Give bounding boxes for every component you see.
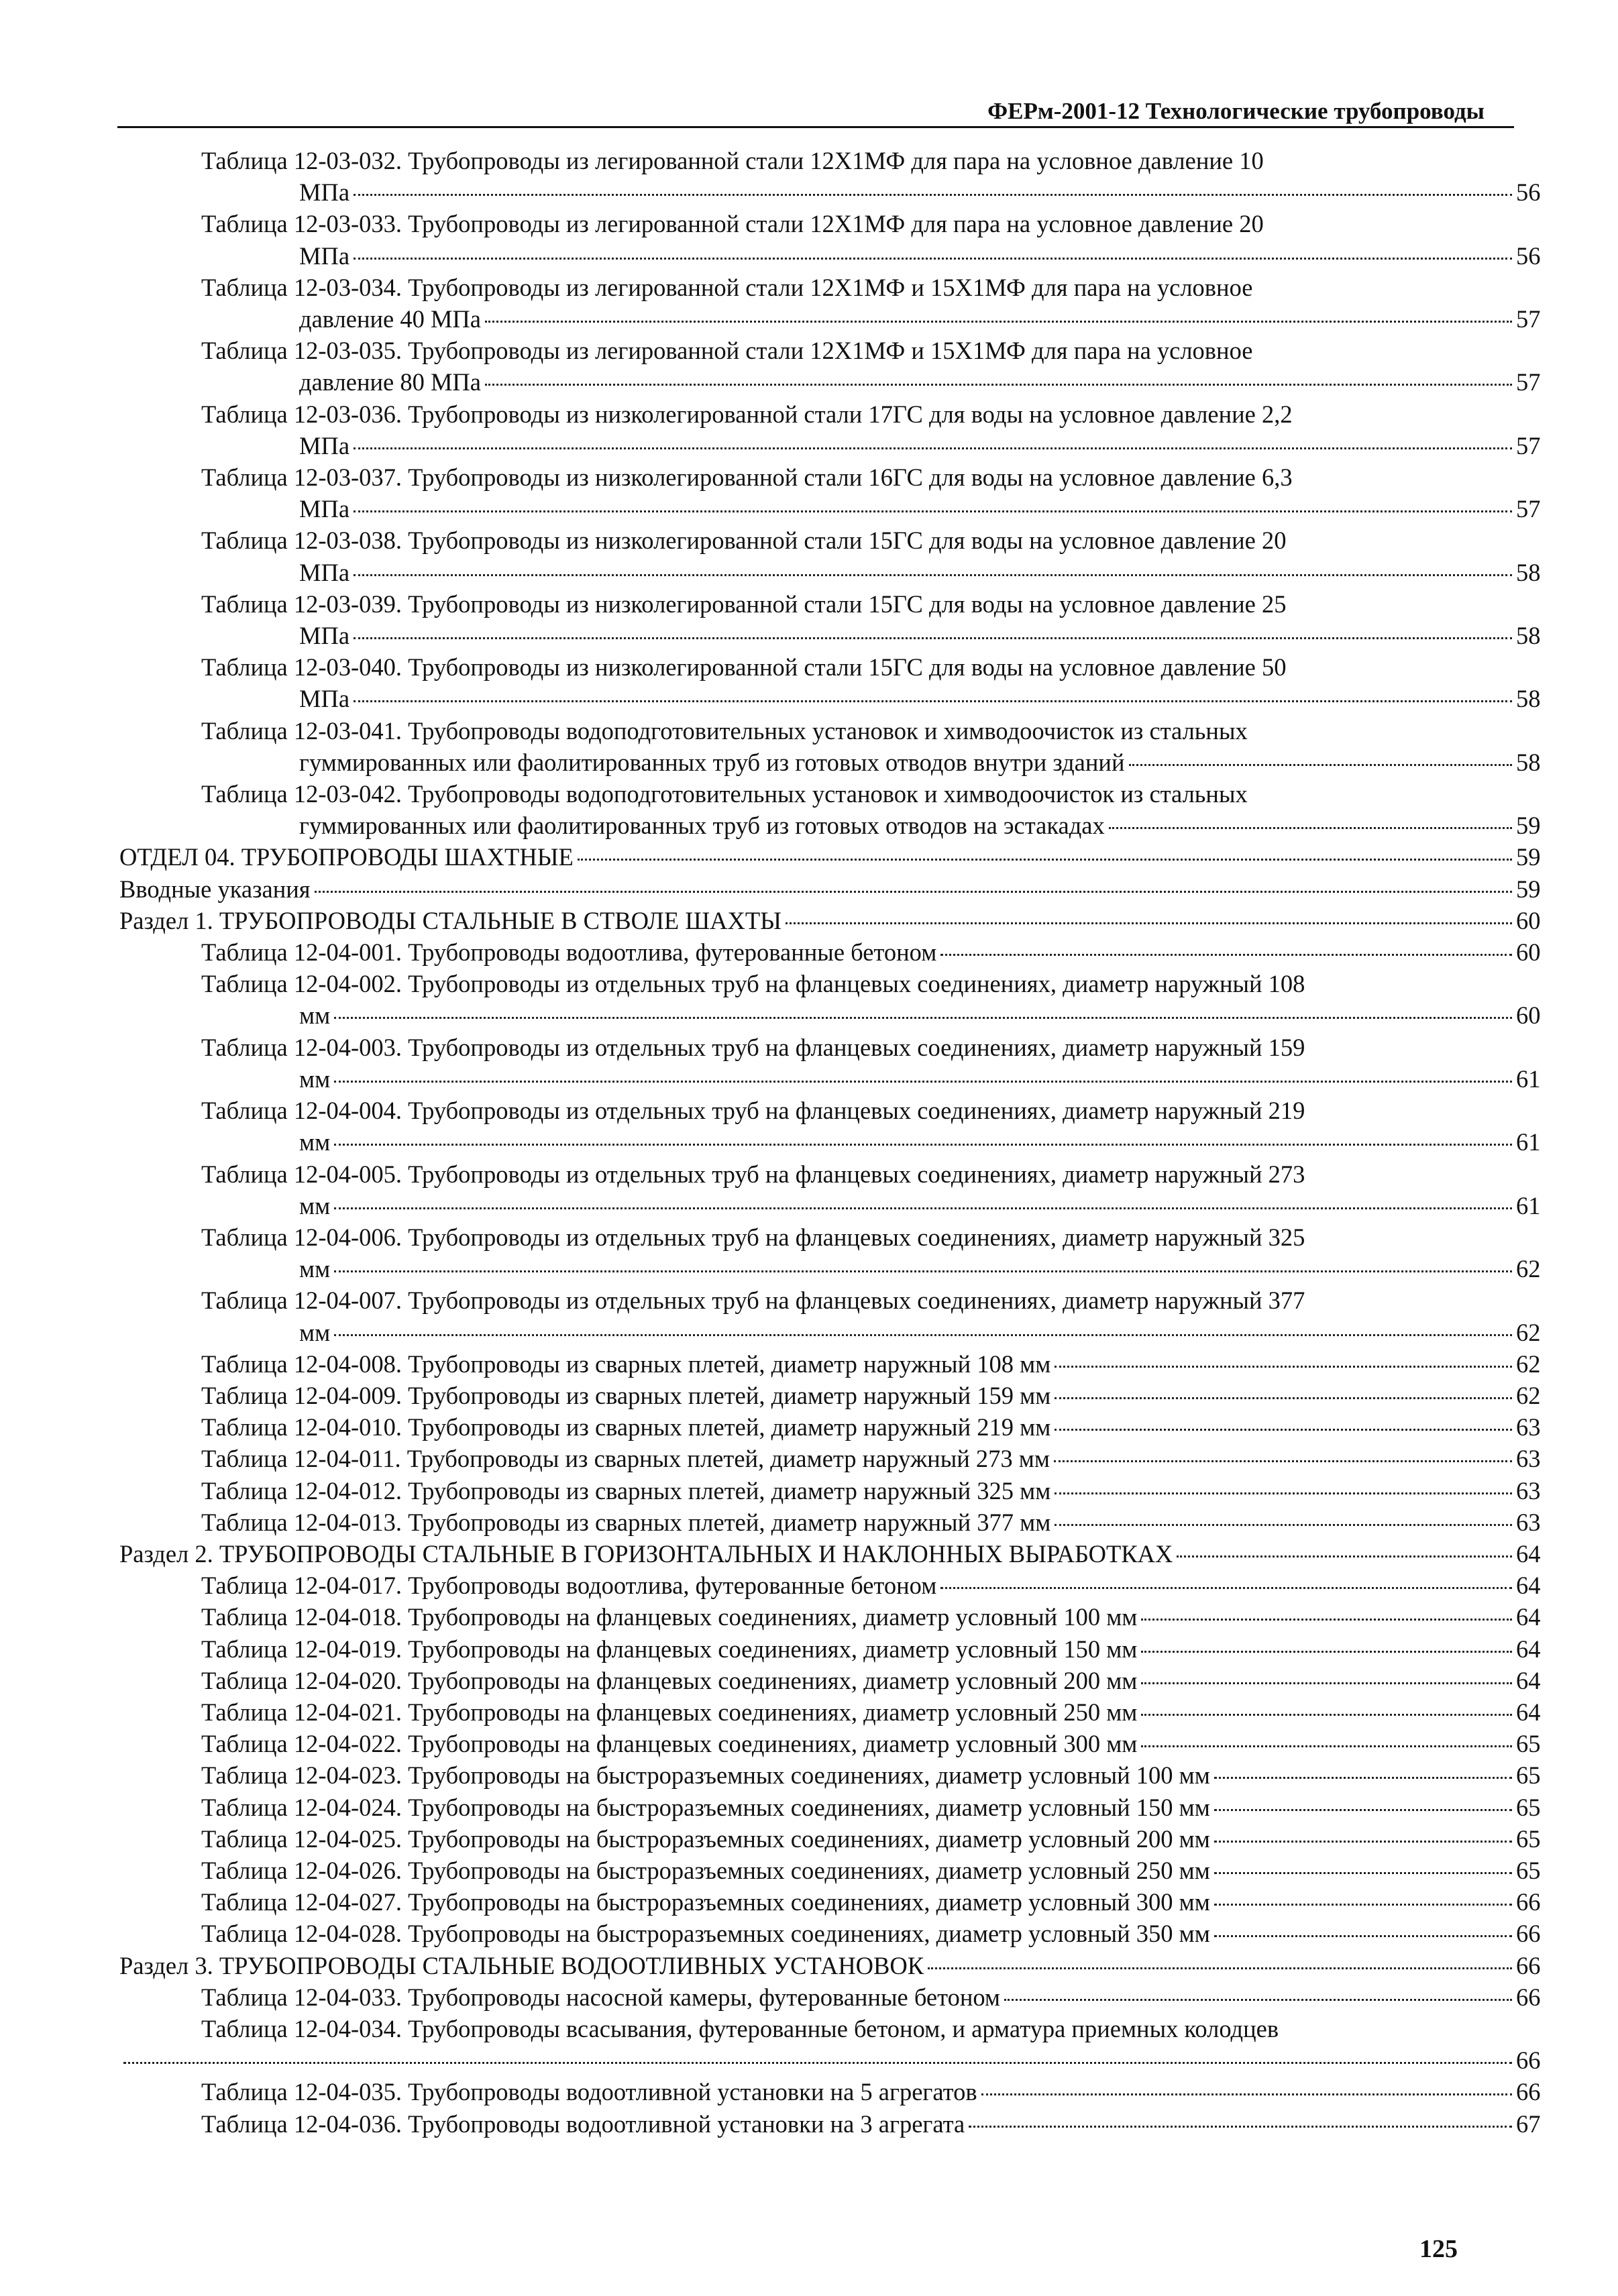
toc-entry-text: Таблица 12-03-035. Трубопроводы из легированной стали 12Х1МФ и 15Х1МФ для пара на условное bbox=[201, 337, 1253, 365]
toc-page-number: 66 bbox=[1516, 1888, 1541, 1916]
toc-entry-text: Таблица 12-04-033. Трубопроводы насосной камеры, футерованные бетоном bbox=[201, 1983, 1001, 2011]
toc-entry-text: МПа bbox=[299, 622, 350, 650]
toc-entry-text: Таблица 12-04-017. Трубопроводы водоотлива, футерованные бетоном bbox=[201, 1572, 937, 1600]
dot-leader bbox=[1214, 1777, 1512, 1779]
toc-entry bbox=[0, 1918, 1618, 1949]
toc-entry-text: гуммированных или фаолитированных труб из готовых отводов внутри зданий bbox=[299, 748, 1125, 776]
toc-page-number: 59 bbox=[1516, 843, 1541, 871]
dot-leader bbox=[981, 2093, 1512, 2095]
dot-leader bbox=[1004, 1999, 1512, 2001]
toc-entry-text: Таблица 12-03-038. Трубопроводы из низколегированной стали 15ГС для воды на условное давление 20 bbox=[201, 527, 1287, 555]
toc-page-number: 61 bbox=[1516, 1064, 1541, 1093]
toc-page-number: 65 bbox=[1516, 1793, 1541, 1821]
toc-page-number: 59 bbox=[1516, 875, 1541, 903]
toc-entry-text: Таблица 12-04-020. Трубопроводы на фланцевых соединениях, диаметр условный 200 мм bbox=[201, 1666, 1138, 1694]
toc-entry-text: МПа bbox=[299, 241, 350, 270]
toc-entry-continuation bbox=[0, 240, 1618, 272]
dot-leader bbox=[940, 1587, 1512, 1589]
toc-entry-text: Раздел 1. ТРУБОПРОВОДЫ СТАЛЬНЫЕ В СТВОЛЕ ШАХТЫ bbox=[119, 906, 782, 934]
dot-leader bbox=[334, 1081, 1512, 1083]
toc-entry-text: Таблица 12-04-027. Трубопроводы на быстроразъемных соединениях, диаметр условный 300 мм bbox=[201, 1888, 1210, 1916]
toc-page-number: 66 bbox=[1516, 1951, 1541, 1979]
toc-entry bbox=[0, 2013, 1618, 2044]
toc-entry-text: МПа bbox=[299, 558, 350, 586]
dot-leader bbox=[1055, 1366, 1512, 1368]
toc-entry-text: Таблица 12-03-042. Трубопроводы водоподготовительных установок и химводоочисток из стальных bbox=[201, 780, 1248, 808]
toc-entry-text: Таблица 12-04-001. Трубопроводы водоотлива, футерованные бетоном bbox=[201, 938, 937, 967]
toc-entry bbox=[0, 841, 1618, 873]
toc-entry-text: Вводные указания bbox=[119, 875, 311, 903]
toc-entry bbox=[0, 398, 1618, 430]
running-header bbox=[117, 91, 1514, 128]
toc-entry-text: Таблица 12-04-035. Трубопроводы водоотливной установки на 5 агрегатов bbox=[201, 2078, 977, 2106]
toc-entry-continuation bbox=[0, 1190, 1618, 1221]
toc-page-number: 60 bbox=[1516, 906, 1541, 934]
toc-entry bbox=[0, 1158, 1618, 1190]
toc-entry bbox=[0, 1855, 1618, 1886]
toc-entry bbox=[0, 715, 1618, 747]
toc-page-number: 63 bbox=[1516, 1413, 1541, 1441]
toc-entry bbox=[0, 1665, 1618, 1696]
toc-entry bbox=[0, 1792, 1618, 1823]
toc-page-number: 62 bbox=[1516, 1255, 1541, 1283]
toc-page-number: 64 bbox=[1516, 1666, 1541, 1694]
toc-entry-text: Таблица 12-03-032. Трубопроводы из легированной стали 12Х1МФ для пара на условное давление 10 bbox=[201, 147, 1264, 174]
toc-entry-text: мм bbox=[299, 1255, 331, 1283]
toc-entry bbox=[0, 588, 1618, 620]
dot-leader bbox=[354, 700, 1512, 702]
toc-page-number: 64 bbox=[1516, 1698, 1541, 1726]
toc-entry bbox=[0, 1886, 1618, 1918]
toc-entry bbox=[0, 2076, 1618, 2108]
toc-entry-text: Таблица 12-03-040. Трубопроводы из низколегированной стали 15ГС для воды на условное давление 50 bbox=[201, 653, 1287, 681]
toc-entry bbox=[0, 1981, 1618, 2013]
dot-leader bbox=[354, 637, 1512, 639]
toc-entry-text: Таблица 12-04-006. Трубопроводы из отдельных труб на фланцевых соединениях, диаметр наружный 325 bbox=[201, 1223, 1305, 1251]
toc-entry bbox=[0, 1380, 1618, 1411]
dot-leader bbox=[354, 510, 1512, 512]
dot-leader bbox=[1214, 1904, 1512, 1906]
toc-entry-text: МПа bbox=[299, 431, 350, 459]
toc-page-number: 60 bbox=[1516, 938, 1541, 967]
toc-entry-text: ОТДЕЛ 04. ТРУБОПРОВОДЫ ШАХТНЫЕ bbox=[119, 843, 574, 871]
dot-leader bbox=[334, 1270, 1512, 1272]
toc-entry-text: Таблица 12-04-024. Трубопроводы на быстроразъемных соединениях, диаметр условный 150 мм bbox=[201, 1793, 1210, 1821]
toc-entry-continuation bbox=[0, 1253, 1618, 1284]
toc-entry bbox=[0, 1348, 1618, 1380]
dot-leader bbox=[334, 1334, 1512, 1336]
dot-leader bbox=[1055, 1492, 1512, 1494]
toc-entry bbox=[0, 968, 1618, 999]
toc-entry bbox=[0, 1633, 1618, 1665]
toc-entry bbox=[0, 1221, 1618, 1253]
toc-page-number: 58 bbox=[1516, 748, 1541, 776]
toc-entry bbox=[0, 1759, 1618, 1791]
toc-entry-text: гуммированных или фаолитированных труб из готовых отводов на эстакадах bbox=[299, 812, 1105, 840]
toc-entry-text: Таблица 12-04-013. Трубопроводы из сварных плетей, диаметр наружный 377 мм bbox=[201, 1508, 1051, 1536]
toc-page-number: 58 bbox=[1516, 622, 1541, 650]
toc-entry-text: Таблица 12-04-028. Трубопроводы на быстроразъемных соединениях, диаметр условный 350 мм bbox=[201, 1920, 1210, 1948]
toc-page-number: 65 bbox=[1516, 1856, 1541, 1884]
toc-entry-text: Таблица 12-04-007. Трубопроводы из отдельных труб на фланцевых соединениях, диаметр наружный 377 bbox=[201, 1287, 1305, 1315]
dot-leader bbox=[485, 384, 1512, 386]
dot-leader bbox=[1214, 1935, 1512, 1937]
toc-entry bbox=[0, 208, 1618, 239]
toc-entry bbox=[0, 525, 1618, 556]
toc-entry-text: Таблица 12-03-039. Трубопроводы из низколегированной стали 15ГС для воды на условное давление 25 bbox=[201, 590, 1287, 618]
toc-entry-text: Таблица 12-04-003. Трубопроводы из отдельных труб на фланцевых соединениях, диаметр наружный 159 bbox=[201, 1033, 1305, 1061]
toc-entry-text: Раздел 2. ТРУБОПРОВОДЫ СТАЛЬНЫЕ В ГОРИЗОНТАЛЬНЫХ И НАКЛОННЫХ ВЫРАБОТКАХ bbox=[119, 1539, 1173, 1568]
dot-leader bbox=[334, 1144, 1512, 1146]
toc-entry-continuation bbox=[0, 430, 1618, 461]
toc-entry-text: Таблица 12-04-036. Трубопроводы водоотливной установки на 3 агрегата bbox=[201, 2110, 965, 2138]
toc-entry-text: мм bbox=[299, 1191, 331, 1219]
toc-page-number: 63 bbox=[1516, 1508, 1541, 1536]
toc-entry-text: Таблица 12-04-026. Трубопроводы на быстроразъемных соединениях, диаметр условный 250 мм bbox=[201, 1856, 1210, 1884]
toc-entry-text: Таблица 12-04-022. Трубопроводы на фланцевых соединениях, диаметр условный 300 мм bbox=[201, 1730, 1138, 1758]
toc-entry-continuation bbox=[0, 620, 1618, 651]
toc-entry-continuation bbox=[0, 493, 1618, 525]
toc-entry bbox=[0, 145, 1618, 176]
toc-page-number: 61 bbox=[1516, 1191, 1541, 1219]
toc-entry bbox=[0, 651, 1618, 683]
toc-entry bbox=[0, 1095, 1618, 1126]
dot-leader bbox=[940, 954, 1512, 956]
toc-entry-text: Таблица 12-04-004. Трубопроводы из отдельных труб на фланцевых соединениях, диаметр наружный 219 bbox=[201, 1097, 1305, 1125]
toc-entry bbox=[0, 1443, 1618, 1474]
toc-entry bbox=[0, 335, 1618, 366]
toc-entry-text: Таблица 12-04-008. Трубопроводы из сварных плетей, диаметр наружный 108 мм bbox=[201, 1350, 1051, 1378]
toc-page-number: 58 bbox=[1516, 685, 1541, 713]
toc-entry-text: давление 80 МПа bbox=[299, 368, 481, 396]
toc-entry bbox=[0, 1696, 1618, 1728]
toc-entry-text: Таблица 12-03-041. Трубопроводы водоподготовительных установок и химводоочисток из стальных bbox=[201, 716, 1248, 745]
dot-leader bbox=[1214, 1841, 1512, 1843]
toc-page-number: 64 bbox=[1516, 1539, 1541, 1568]
toc-page-number: 58 bbox=[1516, 558, 1541, 586]
toc-page-number: 66 bbox=[1516, 2046, 1541, 2075]
toc-page-number: 57 bbox=[1516, 368, 1541, 396]
toc-page-number: 64 bbox=[1516, 1572, 1541, 1600]
toc-entry-text: мм bbox=[299, 1064, 331, 1093]
dot-leader bbox=[1141, 1714, 1512, 1716]
header-title: ФЕРм-2001-12 Технологические трубопроводы bbox=[987, 98, 1485, 124]
dot-leader bbox=[315, 891, 1512, 893]
toc-entry bbox=[0, 1475, 1618, 1507]
toc-entry-text: мм bbox=[299, 1128, 331, 1156]
dot-leader bbox=[354, 258, 1512, 260]
dot-leader bbox=[1141, 1745, 1512, 1747]
toc-entry-text: Таблица 12-04-005. Трубопроводы из отдельных труб на фланцевых соединениях, диаметр наружный 273 bbox=[201, 1160, 1305, 1188]
toc-page-number: 67 bbox=[1516, 2110, 1541, 2138]
toc-page-number: 62 bbox=[1516, 1381, 1541, 1409]
dot-leader bbox=[969, 2126, 1512, 2128]
dot-leader bbox=[123, 2062, 1512, 2064]
toc-entry-text: МПа bbox=[299, 495, 350, 523]
toc-entry bbox=[0, 1728, 1618, 1759]
toc-entry bbox=[0, 936, 1618, 968]
dot-leader bbox=[1141, 1682, 1512, 1684]
toc-entry-text: Таблица 12-04-012. Трубопроводы из сварных плетей, диаметр наружный 325 мм bbox=[201, 1476, 1051, 1505]
dot-leader bbox=[1055, 1524, 1512, 1526]
toc-entry-text: Таблица 12-04-010. Трубопроводы из сварных плетей, диаметр наружный 219 мм bbox=[201, 1413, 1051, 1441]
toc-entry-continuation bbox=[0, 366, 1618, 398]
dot-leader bbox=[334, 1207, 1512, 1209]
toc-page-number: 62 bbox=[1516, 1318, 1541, 1346]
toc-page-number: 65 bbox=[1516, 1730, 1541, 1758]
toc-page-number: 63 bbox=[1516, 1476, 1541, 1505]
toc-entry bbox=[0, 1538, 1618, 1570]
dot-leader bbox=[928, 1967, 1512, 1969]
toc-entry-text: давление 40 МПа bbox=[299, 305, 481, 333]
toc-page-number: 60 bbox=[1516, 1001, 1541, 1030]
toc-page-number: 57 bbox=[1516, 305, 1541, 333]
toc-entry bbox=[0, 905, 1618, 936]
dot-leader bbox=[1054, 1460, 1512, 1462]
toc-entry-text: Таблица 12-03-037. Трубопроводы из низколегированной стали 16ГС для воды на условное давление 6,3 bbox=[201, 463, 1293, 492]
toc-page-number: 56 bbox=[1516, 178, 1541, 207]
dot-leader bbox=[1055, 1429, 1512, 1431]
toc-entry bbox=[0, 1411, 1618, 1443]
toc-entry-text: Таблица 12-03-034. Трубопроводы из легированной стали 12Х1МФ и 15Х1МФ для пара на условное bbox=[201, 273, 1253, 301]
toc-entry-continuation bbox=[0, 1126, 1618, 1158]
toc-entry bbox=[0, 778, 1618, 810]
toc-page-number: 56 bbox=[1516, 241, 1541, 270]
dot-leader bbox=[1141, 1651, 1512, 1653]
toc-entry-text: Раздел 3. ТРУБОПРОВОДЫ СТАЛЬНЫЕ ВОДООТЛИВНЫХ УСТАНОВОК bbox=[119, 1951, 924, 1979]
toc-entry bbox=[0, 1284, 1618, 1316]
toc-entry bbox=[0, 461, 1618, 493]
toc-entry bbox=[0, 1950, 1618, 1981]
dot-leader bbox=[354, 194, 1512, 196]
toc-page-number: 66 bbox=[1516, 2078, 1541, 2106]
toc-page-number: 57 bbox=[1516, 495, 1541, 523]
toc-entry-continuation bbox=[0, 176, 1618, 208]
toc-entry bbox=[0, 873, 1618, 905]
toc-entry-text: мм bbox=[299, 1318, 331, 1346]
toc-entry-continuation bbox=[0, 999, 1618, 1031]
toc-entry-text: Таблица 12-03-036. Трубопроводы из низколегированной стали 17ГС для воды на условное давление 2,2 bbox=[201, 400, 1293, 428]
toc-entry bbox=[0, 1032, 1618, 1063]
toc-entry-text: Таблица 12-04-034. Трубопроводы всасывания, футерованные бетоном, и арматура приемных колодцев bbox=[201, 2014, 1279, 2042]
toc-entry-text: Таблица 12-04-011. Трубопроводы из сварных плетей, диаметр наружный 273 мм bbox=[201, 1445, 1050, 1473]
dot-leader bbox=[1129, 764, 1513, 766]
toc-page-number: 66 bbox=[1516, 1983, 1541, 2011]
page-number: 125 bbox=[1419, 2235, 1458, 2263]
toc-entry bbox=[0, 1570, 1618, 1601]
toc-entry bbox=[0, 1823, 1618, 1855]
toc-entry bbox=[0, 1601, 1618, 1633]
toc-entry-continuation bbox=[0, 557, 1618, 588]
dot-leader bbox=[1214, 1872, 1512, 1874]
table-of-contents bbox=[0, 145, 1618, 2140]
dot-leader bbox=[1141, 1619, 1512, 1621]
toc-entry-continuation bbox=[0, 683, 1618, 714]
toc-entry-text: Таблица 12-04-021. Трубопроводы на фланцевых соединениях, диаметр условный 250 мм bbox=[201, 1698, 1138, 1726]
toc-entry-text: Таблица 12-03-033. Трубопроводы из легированной стали 12Х1МФ для пара на условное давление 20 bbox=[201, 210, 1264, 238]
toc-entry-continuation bbox=[0, 1317, 1618, 1348]
toc-entry-continuation bbox=[0, 1063, 1618, 1095]
toc-page-number: 59 bbox=[1516, 812, 1541, 840]
toc-entry-continuation bbox=[0, 747, 1618, 778]
toc-entry-text: МПа bbox=[299, 685, 350, 713]
dot-leader bbox=[1177, 1555, 1512, 1557]
toc-entry-text: Таблица 12-04-019. Трубопроводы на фланцевых соединениях, диаметр условный 150 мм bbox=[201, 1635, 1138, 1663]
dot-leader bbox=[578, 859, 1512, 861]
toc-entry-continuation bbox=[0, 2044, 1618, 2076]
dot-leader bbox=[786, 922, 1512, 924]
dot-leader bbox=[354, 447, 1512, 449]
toc-entry-text: Таблица 12-04-002. Трубопроводы из отдельных труб на фланцевых соединениях, диаметр наружный 108 bbox=[201, 970, 1305, 998]
toc-page-number: 64 bbox=[1516, 1635, 1541, 1663]
dot-leader bbox=[1214, 1809, 1512, 1811]
dot-leader bbox=[334, 1017, 1512, 1019]
toc-entry-text: Таблица 12-04-025. Трубопроводы на быстроразъемных соединениях, диаметр условный 200 мм bbox=[201, 1824, 1210, 1853]
toc-page-number: 62 bbox=[1516, 1350, 1541, 1378]
dot-leader bbox=[1109, 827, 1512, 829]
toc-entry-text: мм bbox=[299, 1001, 331, 1030]
toc-entry-text: МПа bbox=[299, 178, 350, 207]
dot-leader bbox=[1055, 1397, 1512, 1399]
toc-entry-text: Таблица 12-04-023. Трубопроводы на быстроразъемных соединениях, диаметр условный 100 мм bbox=[201, 1761, 1210, 1790]
toc-page-number: 65 bbox=[1516, 1761, 1541, 1790]
toc-entry bbox=[0, 1507, 1618, 1538]
toc-entry-continuation bbox=[0, 810, 1618, 841]
toc-entry bbox=[0, 2108, 1618, 2140]
toc-entry-continuation bbox=[0, 303, 1618, 335]
toc-entry-text: Таблица 12-04-009. Трубопроводы из сварных плетей, диаметр наружный 159 мм bbox=[201, 1381, 1051, 1409]
toc-page-number: 61 bbox=[1516, 1128, 1541, 1156]
toc-entry bbox=[0, 272, 1618, 303]
dot-leader bbox=[485, 321, 1512, 323]
toc-entry-text: Таблица 12-04-018. Трубопроводы на фланцевых соединениях, диаметр условный 100 мм bbox=[201, 1603, 1138, 1631]
toc-page-number: 57 bbox=[1516, 431, 1541, 459]
toc-page-number: 63 bbox=[1516, 1445, 1541, 1473]
toc-page-number: 66 bbox=[1516, 1920, 1541, 1948]
toc-page-number: 64 bbox=[1516, 1603, 1541, 1631]
dot-leader bbox=[354, 574, 1512, 576]
toc-page-number: 65 bbox=[1516, 1824, 1541, 1853]
